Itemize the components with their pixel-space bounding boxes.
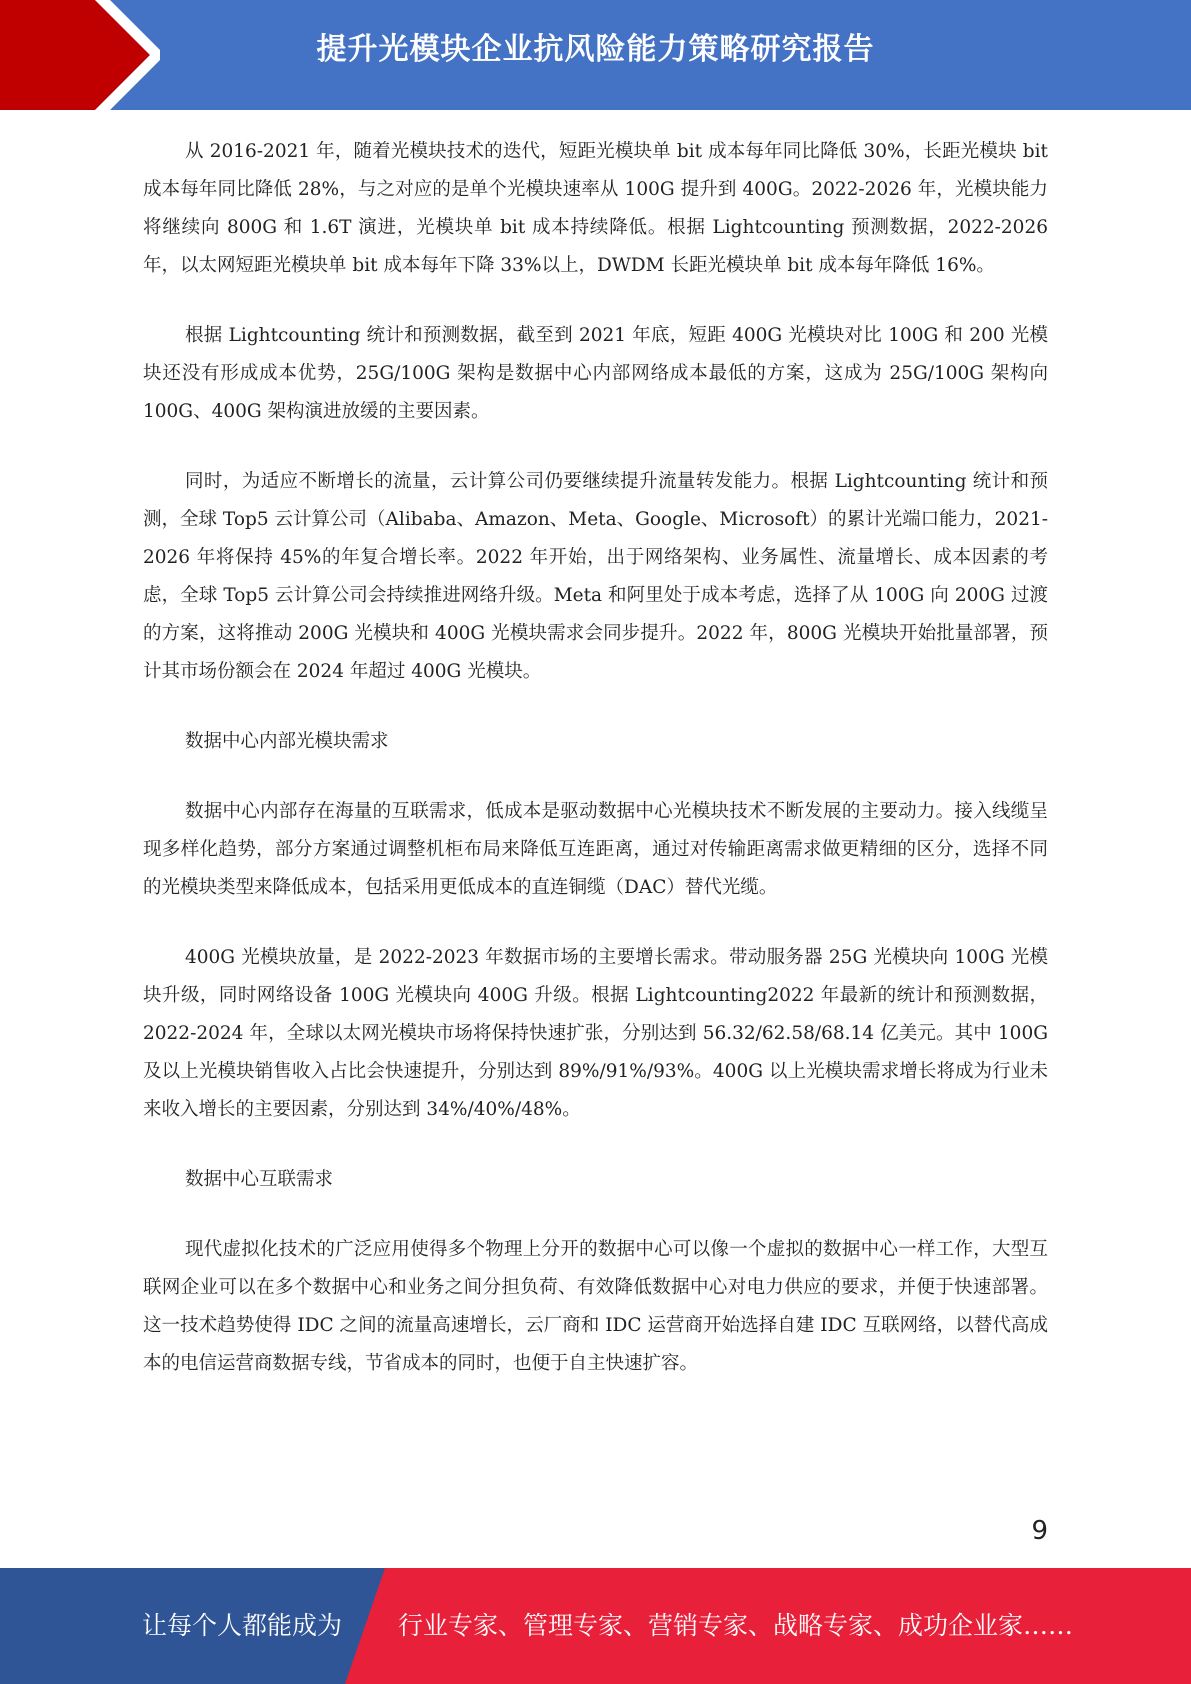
paragraph-cost-advantage: 根据 Lightcounting 统计和预测数据，截至到 2021 年底，短距 400G 光模块对比 100G 和 200 光模块还没有形成成本优势，25G/100G 架构是数据中心内部网络成本最低的方案，这成为 25G/100G 架构向 100G、400G 架构演进放缓的主要因素。 bbox=[143, 325, 1048, 422]
section-heading-interconnect-demand: 数据中心互联需求 bbox=[185, 1169, 334, 1190]
footer-slogan-left: 让每个人都能成为 bbox=[142, 1611, 343, 1640]
page-number: 9 bbox=[1031, 1516, 1048, 1546]
report-title: 提升光模块企业抗风险能力策略研究报告 bbox=[316, 32, 875, 67]
paragraph-400g-market: 400G 光模块放量，是 2022-2023 年数据市场的主要增长需求。带动服务器 25G 光模块向 100G 光模块升级，同时网络设备 100G 光模块向 400G 升级。根据 Lightcounting2022 年最新的统计和预测数据，2022-2024 年，全球以太网光模块市场将保持快速扩张，分别达到 56.32/62.58/68.14 亿美元。其中 100G 及以上光模块销售收入占比会快速提升，分别达到 89%/91%/93%。400G 以上光模块需求增长将成为行业未来收入增长的主要因素，分别达到 34%/40%/48%。 bbox=[143, 947, 1048, 1120]
paragraph-cost-trend: 从 2016-2021 年，随着光模块技术的迭代，短距光模块单 bit 成本每年同比降低 30%，长距光模块 bit 成本每年同比降低 28%，与之对应的是单个光模块速率从 100G 提升到 400G。2022-2026 年，光模块能力将继续向 800G 和 1.6T 演进，光模块单 bit 成本持续降低。根据 Lightcounting 预测数据，2022-2026 年，以太网短距光模块单 bit 成本每年下降 33%以上，DWDM 长距光模块单 bit 成本每年降低 16%。 bbox=[143, 141, 1048, 276]
footer-banner bbox=[0, 1568, 1191, 1684]
paragraph-interconnect-demand: 现代虚拟化技术的广泛应用使得多个物理上分开的数据中心可以像一个虚拟的数据中心一样工作，大型互联网企业可以在多个数据中心和业务之间分担负荷、有效降低数据中心对电力供应的要求，并便于快速部署。这一技术趋势使得 IDC 之间的流量高速增长，云厂商和 IDC 运营商开始选择自建 IDC 互联网络，以替代高成本的电信运营商数据专线，节省成本的同时，也便于自主快速扩容。 bbox=[143, 1239, 1048, 1374]
paragraph-cloud-traffic: 同时，为适应不断增长的流量，云计算公司仍要继续提升流量转发能力。根据 Lightcounting 统计和预测，全球 Top5 云计算公司（Alibaba、Amazon、Meta、Google、Microsoft）的累计光端口能力，2021-2026 年将保持 45%的年复合增长率。2022 年开始，出于网络架构、业务属性、流量增长、成本因素的考虑，全球 Top5 云计算公司会持续推进网络升级。Meta 和阿里处于成本考虑，选择了从 100G 向 200G 过渡的方案，这将推动 200G 光模块和 400G 光模块需求会同步提升。2022 年，800G 光模块开始批量部署，预计其市场份额会在 2024 年超过 400G 光模块。 bbox=[143, 471, 1048, 682]
body-content bbox=[143, 133, 1048, 1415]
paragraph-internal-demand: 数据中心内部存在海量的互联需求，低成本是驱动数据中心光模块技术不断发展的主要动力。接入线缆呈现多样化趋势，部分方案通过调整机柜布局来降低互连距离，通过对传输距离需求做更精细的区分，选择不同的光模块类型来降低成本，包括采用更低成本的直连铜缆（DAC）替代光缆。 bbox=[143, 801, 1048, 898]
footer-slogan-right: 行业专家、管理专家、营销专家、战略专家、成功企业家…… bbox=[398, 1611, 1074, 1640]
section-heading-internal-demand: 数据中心内部光模块需求 bbox=[185, 731, 389, 752]
header-arrow-decoration bbox=[0, 0, 160, 110]
header-banner bbox=[0, 0, 1191, 110]
